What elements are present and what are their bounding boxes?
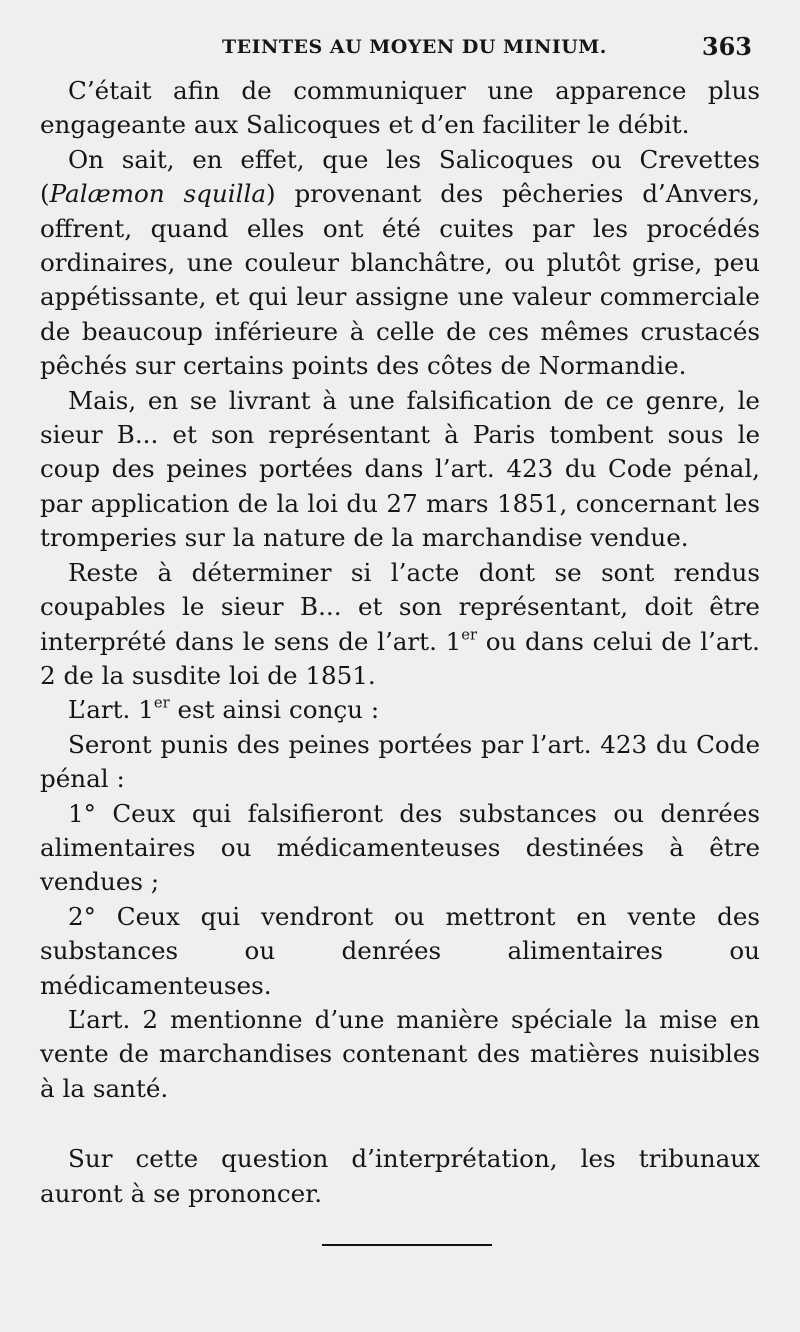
paragraph-4 [40, 556, 760, 694]
ordinal-superscript: er [153, 694, 170, 712]
paragraph-5-start: L’art. 1 [68, 695, 154, 725]
paragraph-2 [40, 143, 760, 384]
paragraph-5-end: est ainsi conçu : [169, 695, 380, 725]
page-number: 363 [701, 32, 752, 61]
paragraph-2-start: On sait, en effet, que les Salicoques ou Crevettes ( [40, 144, 760, 209]
paragraph-7: 1° Ceux qui falsifieront des substances ou denrées alimentaires ou médicamenteuses destinées à être vendues ; [40, 798, 760, 897]
paragraph-4-start: Reste à déterminer si l’acte dont se sont rendus coupables le sieur B... et son représentant, doit être interprété dans le sens de l’art. 1 [40, 557, 760, 656]
ordinal-superscript: er [461, 626, 478, 644]
paragraph-10: Sur cette question d’interprétation, les tribunaux auront à se prononcer. [40, 1144, 760, 1208]
page-header [0, 32, 800, 70]
section-end-rule [322, 1244, 492, 1246]
body-text [40, 74, 760, 1211]
paragraph-4-end: ou dans celui de l’art. 2 de la susdite loi de 1851. [40, 626, 760, 690]
paragraph-9: L’art. 2 mentionne d’une manière spéciale la mise en vente de marchandises contenant des matières nuisibles à la santé. [40, 1004, 760, 1103]
paragraph-8: 2° Ceux qui vendront ou mettront en vente des substances ou denrées alimentaires ou médicamenteuses. [40, 901, 760, 1000]
running-title: TEINTES AU MOYEN DU MINIUM. [222, 36, 607, 58]
paragraph-5 [40, 693, 760, 727]
paragraph-6: Seront punis des peines portées par l’art. 423 du Code pénal : [40, 729, 760, 794]
species-name: Palæmon squilla [49, 179, 266, 209]
paragraph-3: Mais, en se livrant à une falsification de ce genre, le sieur B... et son représentant à Paris tombent sous le coup des peines portées dans l’art. 423 du Code pénal, par application de la loi du 27 mars 1851, concernant les tromperies sur la nature de la marchandise vendue. [40, 385, 760, 553]
paragraph-2-end: ) provenant des pêcheries d’Anvers, offrent, quand elles ont été cuites par les procédés ordinaires, une couleur blanchâtre, ou plutôt grise, peu appétissante, et qui leur assigne une valeur commerciale de beaucoup inférieure à celle de ces mêmes crustacés pêchés sur certains points des côtes de Normandie. [40, 179, 760, 381]
paragraph-1: C’était afin de communiquer une apparence plus engageante aux Salicoques et d’en faciliter le débit. [40, 76, 760, 140]
